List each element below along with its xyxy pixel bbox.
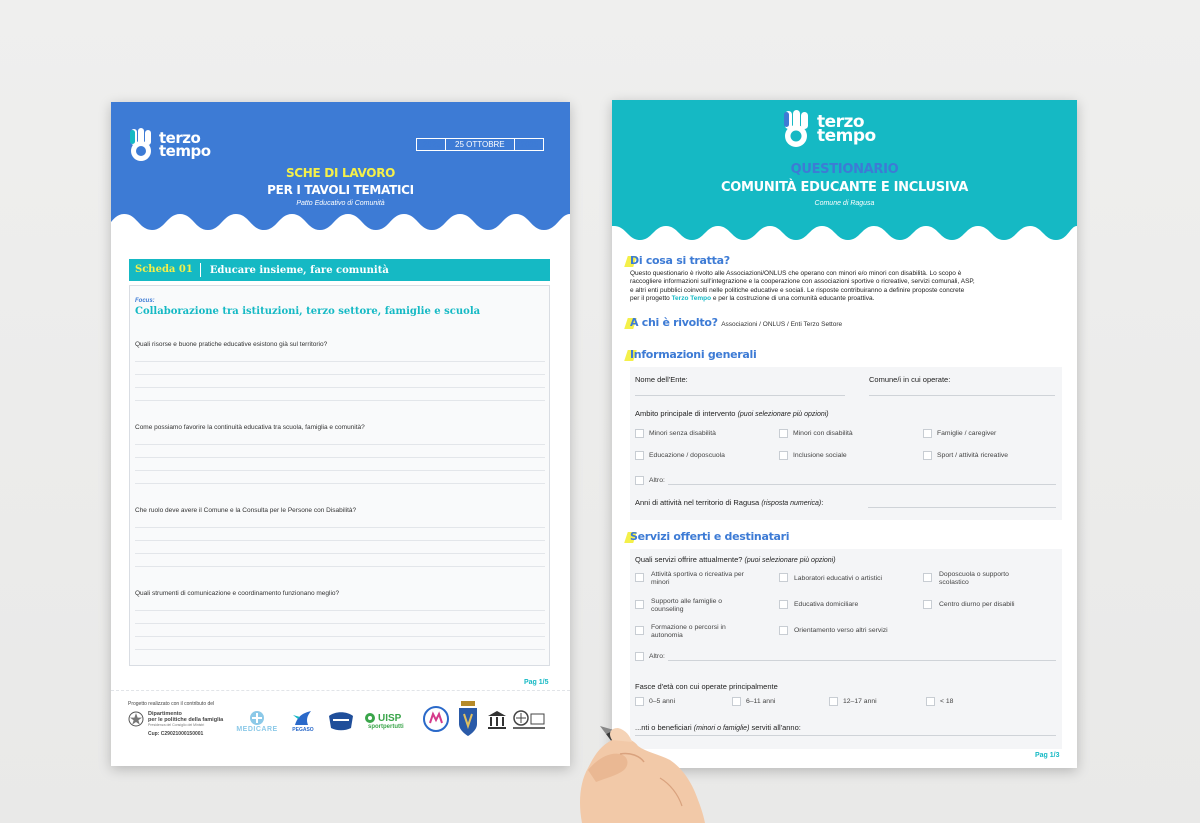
checkbox-laboratori[interactable] bbox=[779, 573, 788, 582]
fasce-eta-label: Fasce d'età con cui operate principalmente bbox=[635, 682, 778, 691]
answer-line[interactable] bbox=[135, 636, 545, 637]
checkbox-doposcuola[interactable] bbox=[923, 573, 932, 582]
intro-paragraph: Questo questionario è rivolto alle Associazioni/ONLUS che operano con minori e/o minori con disabilità. Lo scopo è raccogliere informazioni sull'integrazione e la cooperazione con associazioni sportive o ricreative, servizi comunali, ASP, e altri enti pubblici coinvolti nelle politiche educative e sociali. Le risposte contribuiranno a definire proposte concrete per il progetto Terzo Tempo e per la costruzione di una comunità educante proattiva. bbox=[630, 270, 975, 302]
uisp-tagline: sportpertutti bbox=[368, 724, 404, 730]
questionnaire-sheet bbox=[612, 100, 1077, 768]
checkbox-sport-attivita-ricreative[interactable] bbox=[923, 451, 932, 460]
partner-emblem-icon bbox=[512, 708, 546, 732]
terzo-tempo-logo bbox=[782, 110, 876, 148]
medicare-logo bbox=[235, 705, 279, 737]
checkbox-orientamento[interactable] bbox=[779, 626, 788, 635]
section-heading-about: Di cosa si tratta? bbox=[630, 254, 730, 267]
checkbox-educazione-doposcuola[interactable] bbox=[635, 451, 644, 460]
option-label: Educativa domiciliare bbox=[794, 601, 859, 608]
checkbox-inclusione-sociale[interactable] bbox=[779, 451, 788, 460]
questionnaire-title-line1: QUESTIONARIO bbox=[790, 162, 899, 177]
hand-logo-icon bbox=[129, 128, 157, 162]
focus-title: Collaborazione tra istituzioni, terzo settore, famiglie e scuola bbox=[135, 306, 481, 317]
answer-line[interactable] bbox=[135, 610, 545, 611]
pegaso-horse-icon bbox=[292, 709, 314, 727]
ambito-label: Ambito principale di intervento (puoi selezionare più opzioni) bbox=[635, 409, 829, 418]
checkbox-attivita-sportiva[interactable] bbox=[635, 573, 644, 582]
page-number: Pag 1/3 bbox=[1035, 752, 1060, 759]
answer-line[interactable] bbox=[135, 457, 545, 458]
target-audience-text: Associazioni / ONLUS / Enti Terzo Settore bbox=[721, 321, 843, 328]
servizi-label: Quali servizi offrire attualmente? (puoi selezionare più opzioni) bbox=[635, 555, 836, 564]
altro-servizi-field[interactable] bbox=[668, 660, 1056, 661]
question-4: Quali strumenti di comunicazione e coordinamento funzionano meglio? bbox=[135, 590, 340, 597]
answer-line[interactable] bbox=[135, 649, 545, 650]
option-label: Inclusione sociale bbox=[793, 452, 847, 459]
association-badge-icon bbox=[423, 706, 449, 732]
option-label: Minori con disabilità bbox=[793, 430, 853, 437]
answer-line[interactable] bbox=[135, 623, 545, 624]
checkbox-fascia-12-17[interactable] bbox=[829, 697, 838, 706]
pegaso-logo bbox=[288, 705, 318, 737]
option-label: Famiglie / caregiver bbox=[937, 430, 997, 437]
partner-emblem-logo bbox=[511, 707, 547, 733]
project-credit-text: Progetto realizzato con il contributo del bbox=[128, 701, 215, 707]
checkbox-altro[interactable] bbox=[635, 476, 644, 485]
altro-label: Altro: bbox=[649, 477, 665, 484]
logo-word-tempo: tempo bbox=[159, 142, 211, 160]
fascia-label: 6–11 anni bbox=[746, 698, 776, 705]
workshop-sheet bbox=[111, 102, 570, 766]
questionnaire-title-line2: COMUNITÀ EDUCANTE E INCLUSIVA bbox=[720, 180, 968, 195]
option-label: Educazione / doposcuola bbox=[649, 452, 725, 459]
sports-club-logo bbox=[327, 709, 355, 733]
checkbox-educativa-domiciliare[interactable] bbox=[779, 600, 788, 609]
question-2: Come possiamo favorire la continuità educativa tra scuola, famiglia e comunità? bbox=[135, 424, 365, 431]
checkbox-altro-servizi[interactable] bbox=[635, 652, 644, 661]
terzo-tempo-logo bbox=[129, 128, 211, 162]
scheda-number: Scheda 01 bbox=[129, 263, 201, 277]
ente-name-field[interactable] bbox=[635, 395, 845, 396]
hand-logo-icon bbox=[782, 110, 814, 148]
coat-of-arms-icon bbox=[456, 700, 480, 738]
uisp-wordmark: UISP bbox=[378, 712, 402, 724]
dept-line3: Presidenza del Consiglio dei Ministri bbox=[148, 723, 205, 727]
logo-word-tempo: tempo bbox=[817, 126, 876, 146]
option-label: Doposcuola o supporto scolastico bbox=[939, 571, 1009, 586]
option-label: Formazione o percorsi in autonomia bbox=[651, 624, 726, 639]
answer-line[interactable] bbox=[135, 540, 545, 541]
fascia-label: < 18 bbox=[940, 698, 954, 705]
general-info-panel bbox=[630, 367, 1062, 520]
fascia-label: 0–5 anni bbox=[649, 698, 676, 705]
checkbox-fascia-under-18[interactable] bbox=[926, 697, 935, 706]
option-label: Supporto alle famiglie o counseling bbox=[651, 598, 723, 613]
checkbox-minori-senza-disabilita[interactable] bbox=[635, 429, 644, 438]
ragusa-coat-of-arms bbox=[455, 699, 481, 739]
pegaso-wordmark: PEGASO bbox=[292, 727, 314, 733]
sheet-footer bbox=[111, 690, 570, 766]
answer-line[interactable] bbox=[135, 374, 545, 375]
answer-line[interactable] bbox=[135, 400, 545, 401]
checkbox-centro-diurno[interactable] bbox=[923, 600, 932, 609]
event-date-bar bbox=[416, 138, 544, 151]
uisp-logo bbox=[364, 705, 412, 737]
fascia-label: 12–17 anni bbox=[843, 698, 877, 705]
hand-with-pen-image bbox=[560, 690, 730, 823]
building-columns-icon bbox=[486, 710, 508, 730]
checkbox-supporto-famiglie[interactable] bbox=[635, 600, 644, 609]
focus-box bbox=[129, 285, 550, 666]
page-number: Pag 1/5 bbox=[524, 679, 549, 686]
medicare-wordmark: MEDICARE bbox=[236, 725, 278, 733]
question-1: Quali risorse e buone pratiche educative esistono già sul territorio? bbox=[135, 341, 328, 348]
section-heading-target: A chi è rivolto? Associazioni / ONLUS / Enti Terzo Settore bbox=[630, 316, 842, 329]
comune-label: Comune/i in cui operate: bbox=[869, 375, 951, 384]
answer-line[interactable] bbox=[135, 566, 545, 567]
answer-line[interactable] bbox=[135, 527, 545, 528]
answer-line[interactable] bbox=[135, 483, 545, 484]
date-year-right: 2025 bbox=[520, 140, 539, 149]
question-3: Che ruolo deve avere il Comune e la Consulta per le Persone con Disabilità? bbox=[135, 507, 357, 514]
option-label: Minori senza disabilità bbox=[649, 430, 716, 437]
dept-line1: Dipartimento bbox=[148, 711, 182, 717]
option-label: Laboratori educativi o artistici bbox=[794, 575, 883, 582]
scheda-title: Educare insieme, fare comunità bbox=[209, 264, 389, 276]
sheet-title-line1: SCHE DI LAVORO bbox=[285, 166, 396, 180]
logo-word-terzo: terzo bbox=[159, 129, 201, 148]
option-label: Attività sportiva o ricreativa per minori bbox=[651, 571, 744, 586]
sports-club-crest-icon bbox=[327, 710, 355, 732]
checkbox-famiglie-caregiver[interactable] bbox=[923, 429, 932, 438]
focus-label: Focus: bbox=[135, 298, 155, 304]
altro-field[interactable] bbox=[668, 484, 1056, 485]
uisp-mark-icon bbox=[364, 712, 376, 724]
project-name-highlight: Terzo Tempo bbox=[671, 294, 712, 302]
checkbox-minori-con-disabilita[interactable] bbox=[779, 429, 788, 438]
institution-logo bbox=[485, 709, 509, 731]
logo-word-terzo: terzo bbox=[817, 111, 865, 132]
comune-field[interactable] bbox=[869, 395, 1055, 396]
dept-line2: per le politiche della famiglia bbox=[148, 717, 224, 723]
option-label: Sport / attività ricreative bbox=[937, 452, 1009, 459]
scheda-header-bar bbox=[129, 259, 550, 281]
checkbox-fascia-6-11[interactable] bbox=[732, 697, 741, 706]
answer-line[interactable] bbox=[135, 470, 545, 471]
questionnaire-subtitle: Comune di Ragusa bbox=[814, 200, 875, 207]
option-label: Orientamento verso altri servizi bbox=[794, 627, 888, 634]
sheet-subtitle: Patto Educativo di Comunità bbox=[296, 200, 385, 207]
checkbox-formazione[interactable] bbox=[635, 626, 644, 635]
anni-attivita-label: Anni di attività nel territorio di Ragusa (risposta numerica): bbox=[635, 498, 824, 507]
option-label: Centro diurno per disabili bbox=[939, 601, 1015, 608]
section-heading-services: Servizi offerti e destinatari bbox=[630, 530, 789, 543]
ente-name-label: Nome dell'Ente: bbox=[635, 375, 688, 384]
answer-line[interactable] bbox=[135, 444, 545, 445]
section-heading-general-info: Informazioni generali bbox=[630, 348, 756, 361]
answer-line[interactable] bbox=[135, 553, 545, 554]
beneficiari-label: ...nti o beneficiari (minori o famiglie) serviti all'anno: bbox=[635, 723, 801, 732]
answer-line[interactable] bbox=[135, 361, 545, 362]
date-day: 25 OTTOBRE bbox=[445, 139, 515, 150]
medicare-mark-icon bbox=[249, 710, 265, 726]
sheet-title-line2: PER I TAVOLI TEMATICI bbox=[267, 183, 414, 197]
cup-code: Cup: C29021000150001 bbox=[148, 731, 204, 737]
date-year-left: 2025 bbox=[423, 140, 441, 149]
circular-association-logo bbox=[422, 705, 450, 733]
anni-attivita-field[interactable] bbox=[868, 507, 1056, 508]
answer-line[interactable] bbox=[135, 387, 545, 388]
italian-emblem-icon bbox=[128, 710, 144, 728]
altro-servizi-label: Altro: bbox=[649, 653, 665, 660]
